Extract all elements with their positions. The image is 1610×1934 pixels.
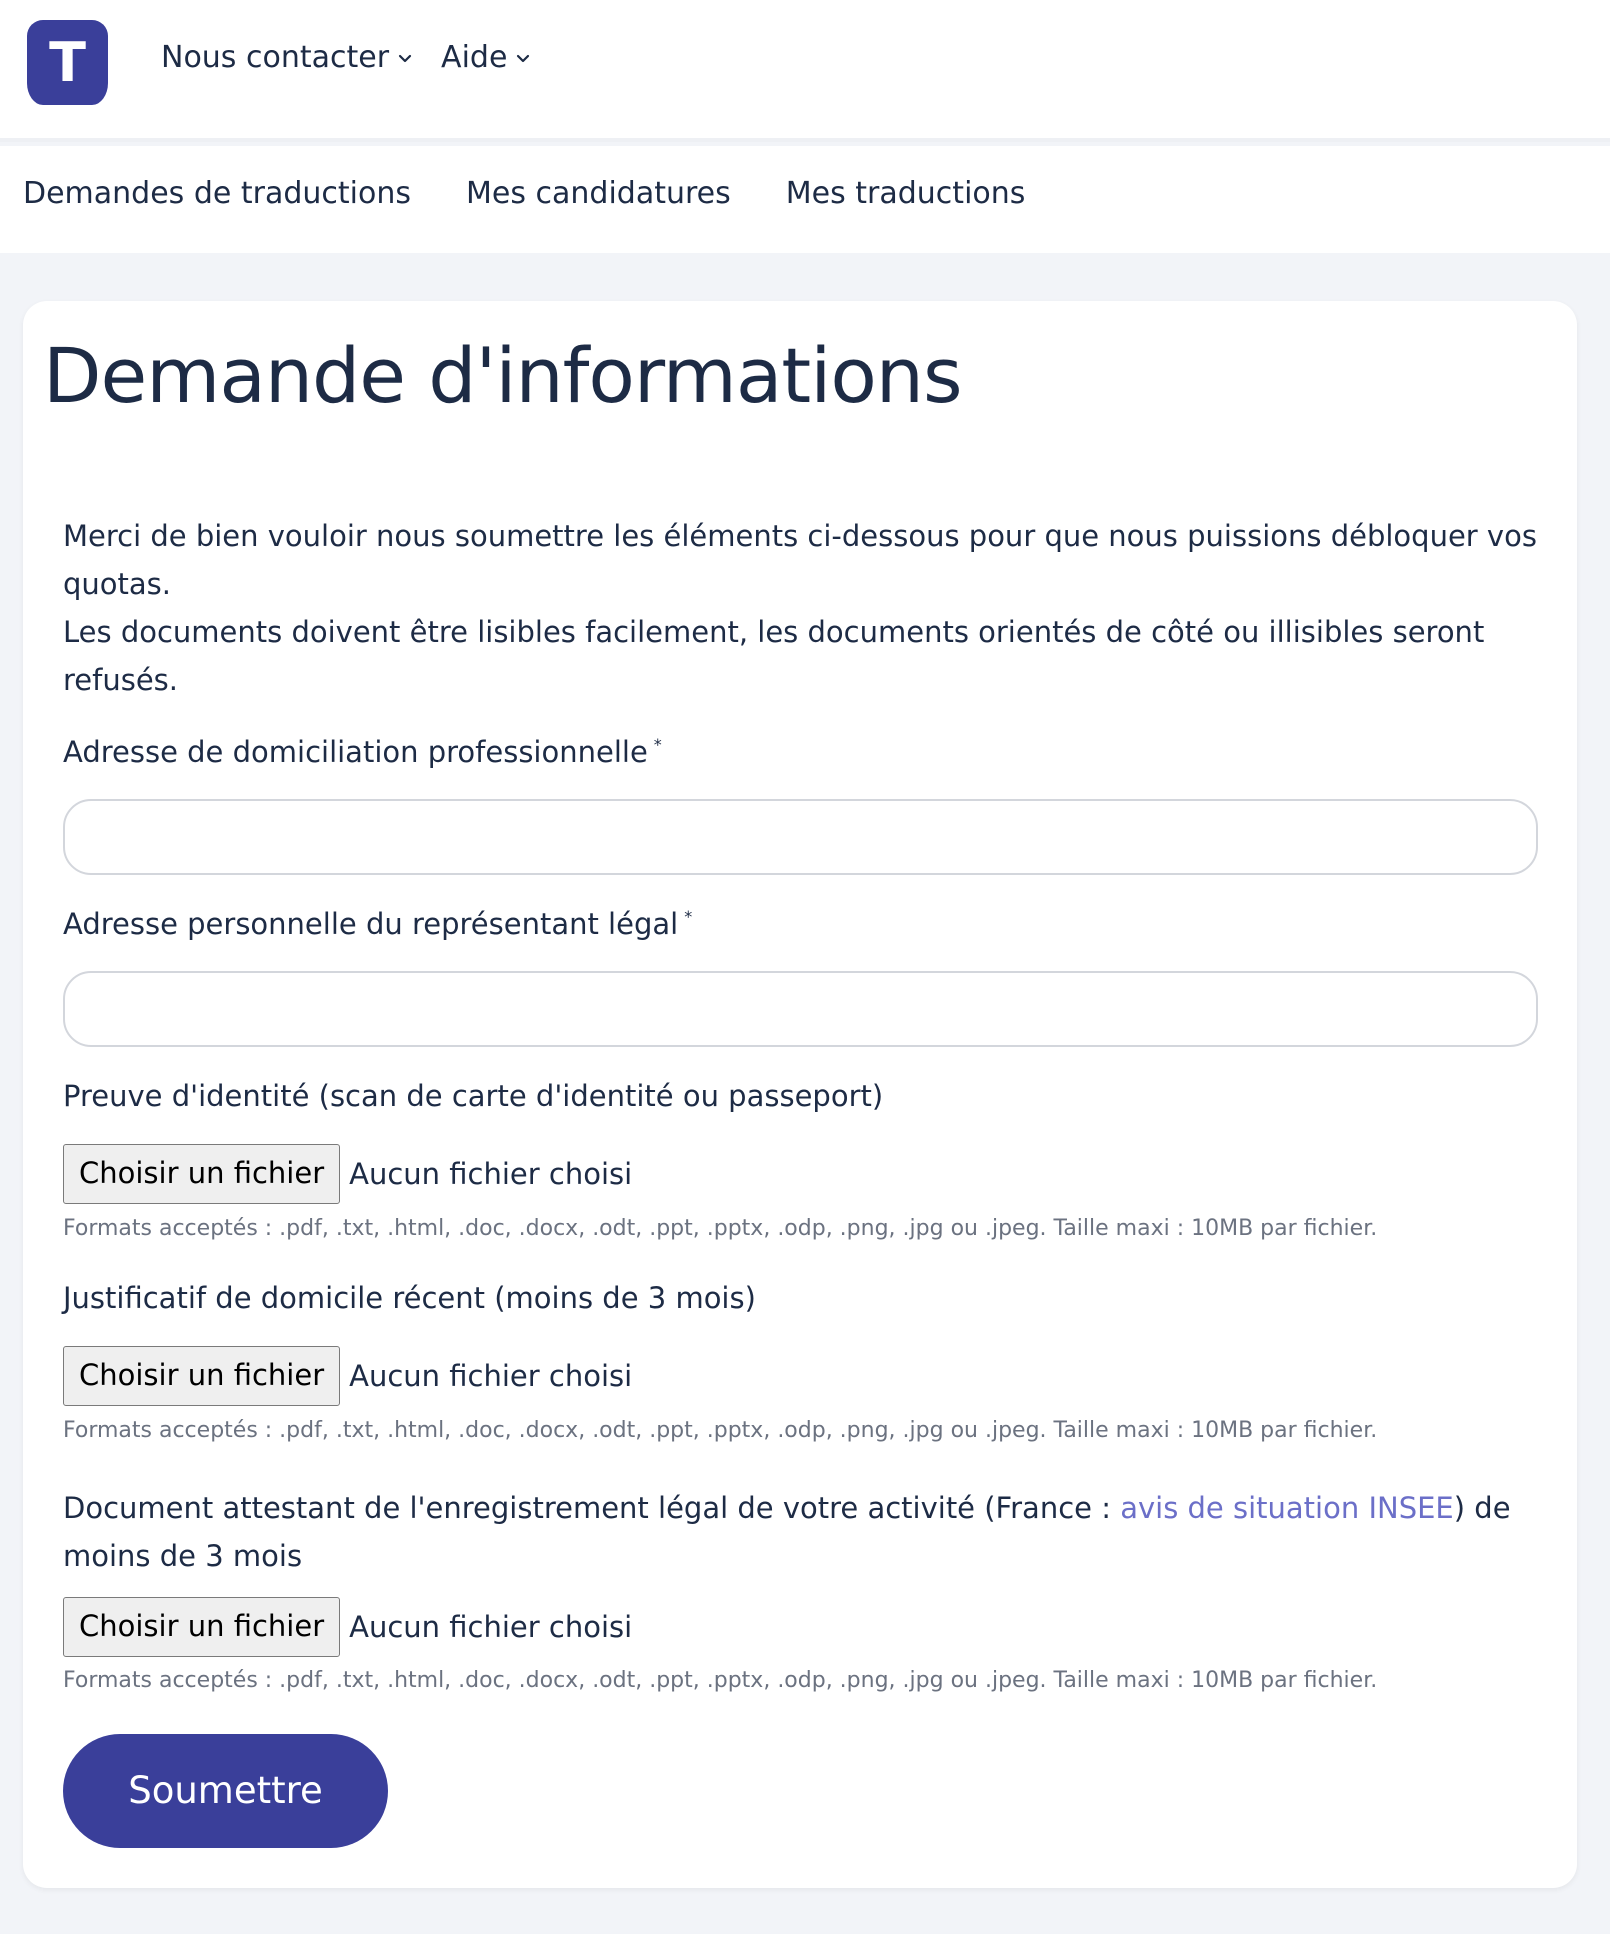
tab-translation-requests[interactable]: Demandes de traductions xyxy=(23,176,412,211)
top-nav xyxy=(161,40,531,75)
business-address-label: Adresse de domiciliation professionnelle * xyxy=(63,735,662,769)
id-proof-choose-file-button[interactable]: Choisir un fichier xyxy=(63,1144,340,1204)
registration-doc-file-input xyxy=(63,1597,632,1657)
personal-address-input[interactable] xyxy=(63,971,1538,1047)
id-proof-label: Preuve d'identité (scan de carte d'identité ou passeport) xyxy=(63,1079,884,1113)
page-title: Demande d'informations xyxy=(43,331,962,420)
intro-text xyxy=(63,512,1553,704)
required-mark: * xyxy=(653,735,662,754)
required-mark: * xyxy=(684,907,693,926)
domicile-proof-file-status: Aucun fichier choisi xyxy=(349,1359,633,1393)
nav-help-label: Aide xyxy=(441,40,508,75)
id-proof-file-status: Aucun fichier choisi xyxy=(349,1157,633,1191)
tab-my-applications[interactable]: Mes candidatures xyxy=(466,176,731,211)
submit-button[interactable]: Soumettre xyxy=(63,1734,388,1848)
logo[interactable]: T xyxy=(27,20,108,105)
nav-contact-dropdown[interactable] xyxy=(161,40,413,75)
tab-my-translations[interactable]: Mes traductions xyxy=(785,176,1026,211)
chevron-down-icon xyxy=(515,50,531,66)
registration-doc-formats-hint: Formats acceptés : .pdf, .txt, .html, .doc, .docx, .odt, .ppt, .pptx, .odp, .png, .jpg ou .jpeg. Taille maxi : 10MB par fichier. xyxy=(63,1668,1378,1693)
domicile-proof-choose-file-button[interactable]: Choisir un fichier xyxy=(63,1346,340,1406)
intro-line-2: Les documents doivent être lisibles facilement, les documents orientés de côté ou illisibles seront refusés. xyxy=(63,615,1485,697)
registration-doc-label: Document attestant de l'enregistrement légal de votre activité (France : avis de situation INSEE) de moins de 3 mois xyxy=(63,1491,1511,1573)
nav-help-dropdown[interactable] xyxy=(441,40,531,75)
intro-line-1: Merci de bien vouloir nous soumettre les éléments ci-dessous pour que nous puissions débloquer vos quotas. xyxy=(63,519,1537,601)
id-proof-formats-hint: Formats acceptés : .pdf, .txt, .html, .doc, .docx, .odt, .ppt, .pptx, .odp, .png, .jpg ou .jpeg. Taille maxi : 10MB par fichier. xyxy=(63,1216,1378,1241)
domicile-proof-label: Justificatif de domicile récent (moins de 3 mois) xyxy=(63,1281,756,1315)
personal-address-label: Adresse personnelle du représentant légal * xyxy=(63,907,693,941)
nav-contact-label: Nous contacter xyxy=(161,40,390,75)
tab-bar xyxy=(0,146,1610,253)
domicile-proof-formats-hint: Formats acceptés : .pdf, .txt, .html, .doc, .docx, .odt, .ppt, .pptx, .odp, .png, .jpg ou .jpeg. Taille maxi : 10MB par fichier. xyxy=(63,1418,1378,1443)
registration-doc-choose-file-button[interactable]: Choisir un fichier xyxy=(63,1597,340,1657)
form-card xyxy=(23,301,1577,1888)
chevron-down-icon xyxy=(397,50,413,66)
business-address-input[interactable] xyxy=(63,799,1538,875)
domicile-proof-file-input xyxy=(63,1346,632,1406)
insee-link[interactable]: avis de situation INSEE xyxy=(1120,1491,1454,1525)
id-proof-file-input xyxy=(63,1144,632,1204)
top-header xyxy=(0,0,1610,142)
registration-doc-file-status: Aucun fichier choisi xyxy=(349,1610,633,1644)
